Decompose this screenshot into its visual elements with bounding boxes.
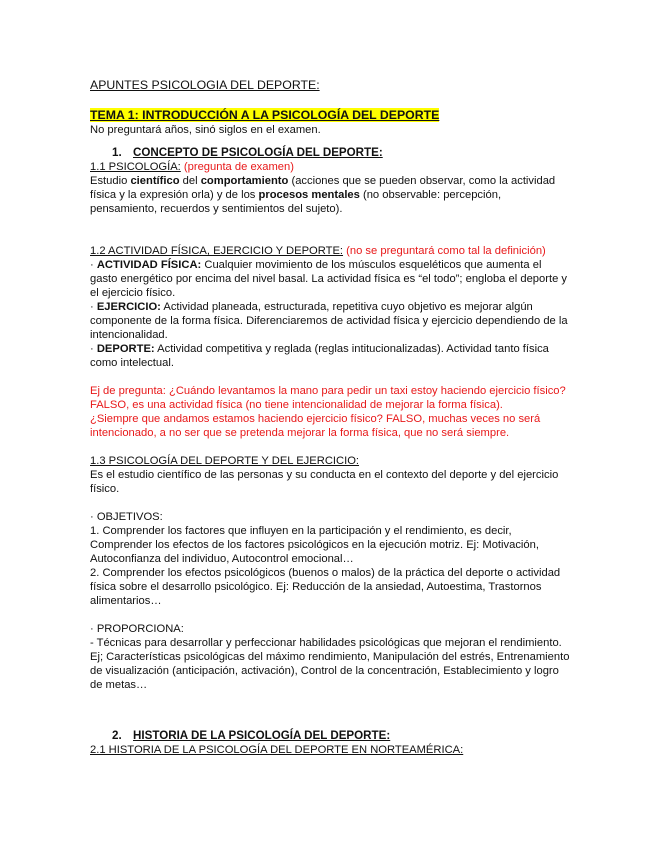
example-question-1: Ej de pregunta: ¿Cuándo levantamos la mano para pedir un taxi estoy haciendo ejercicio físico? FALSO, es una actividad física (no tiene intencionalidad de mejorar la forma física). — [90, 385, 566, 411]
tema-heading — [90, 108, 570, 123]
section-1-heading: 1. CONCEPTO DE PSICOLOGÍA DEL DEPORTE: — [112, 146, 383, 159]
section-2-heading: 2. HISTORIA DE LA PSICOLOGÍA DEL DEPORTE: — [112, 729, 391, 742]
example-question-2: ¿Siempre que andamos estamos haciendo ejercicio físico? FALSO, muchas veces no será intencionado, a no ser que se pretenda mejorar la forma física, que no será siempre. — [90, 413, 541, 439]
def-deporte: · DEPORTE: Actividad competitiva y reglada (reglas intitucionalizadas). Actividad tanto física como intelectual. — [90, 343, 549, 369]
proporciona-1: - Técnicas para desarrollar y perfeccionar habilidades psicológicas que mejoran el rendimiento. Ej; Características psicológicas del máximo rendimiento, Manipulación del estrés, Entrenamiento de visualización (anticipación, activación), Control de la concentración, Establecimiento y logro de metas… — [90, 637, 570, 691]
section-1-3-heading: 1.3 PSICOLOGÍA DEL DEPORTE Y DEL EJERCICIO: — [90, 455, 360, 467]
def-ejercicio: · EJERCICIO: Actividad planeada, estructurada, repetitiva cuyo objetivo es mejorar algún componente de la forma física. Diferenciaremos de actividad física y ejercicio dependiendo de la intencionalidad. — [90, 301, 568, 341]
def-actividad-fisica: · ACTIVIDAD FÍSICA: Cualquier movimiento de los músculos esqueléticos que aumenta el gasto energético por encima del nivel basal. La actividad física es “el todo”; engloba el deporte y el ejercicio físico. — [90, 259, 567, 299]
section-1-1-heading: 1.1 PSICOLOGÍA: (pregunta de examen) — [90, 161, 294, 173]
section-1-2-heading: 1.2 ACTIVIDAD FÍSICA, EJERCICIO Y DEPORTE: (no se preguntará como tal la definición) — [90, 245, 546, 257]
objetivo-1: 1. Comprender los factores que influyen en la participación y el rendimiento, es decir, Comprender los efectos de los factores psicológicos en la ejecución motriz. Ej: Motivación, Autoconfianza del individuo, Autocontrol emocional… — [90, 525, 539, 565]
section-1-1-text: Estudio científico del comportamiento (acciones que se pueden observar, como la actividad física y la expresión orla) y de los procesos mentales (no observable: percepción, pensamiento, recuerdos y sentimientos del sujeto). — [90, 175, 556, 215]
document-title: APUNTES PSICOLOGIA DEL DEPORTE: — [90, 78, 320, 92]
objetivos-heading: · OBJETIVOS: — [90, 511, 163, 523]
tema-note: No preguntará años, sinó siglos en el examen. — [90, 124, 321, 136]
objetivo-2: 2. Comprender los efectos psicológicos (buenos o malos) de la práctica del deporte o actividad física sobre el desarrollo psicológico. Ej: Reducción de la ansiedad, Autoestima, Trastornos alimentarios… — [90, 567, 561, 607]
tema-title: TEMA 1: INTRODUCCIÓN A LA PSICOLOGÍA DEL DEPORTE — [90, 108, 440, 122]
proporciona-heading: · PROPORCIONA: — [90, 623, 184, 635]
section-1-3-text: Es el estudio científico de las personas y su conducta en el contexto del deporte y del ejercicio físico. — [90, 469, 559, 495]
document-page — [90, 78, 570, 757]
section-2-1-heading: 2.1 HISTORIA DE LA PSICOLOGÍA DEL DEPORTE EN NORTEAMÉRICA: — [90, 744, 464, 756]
